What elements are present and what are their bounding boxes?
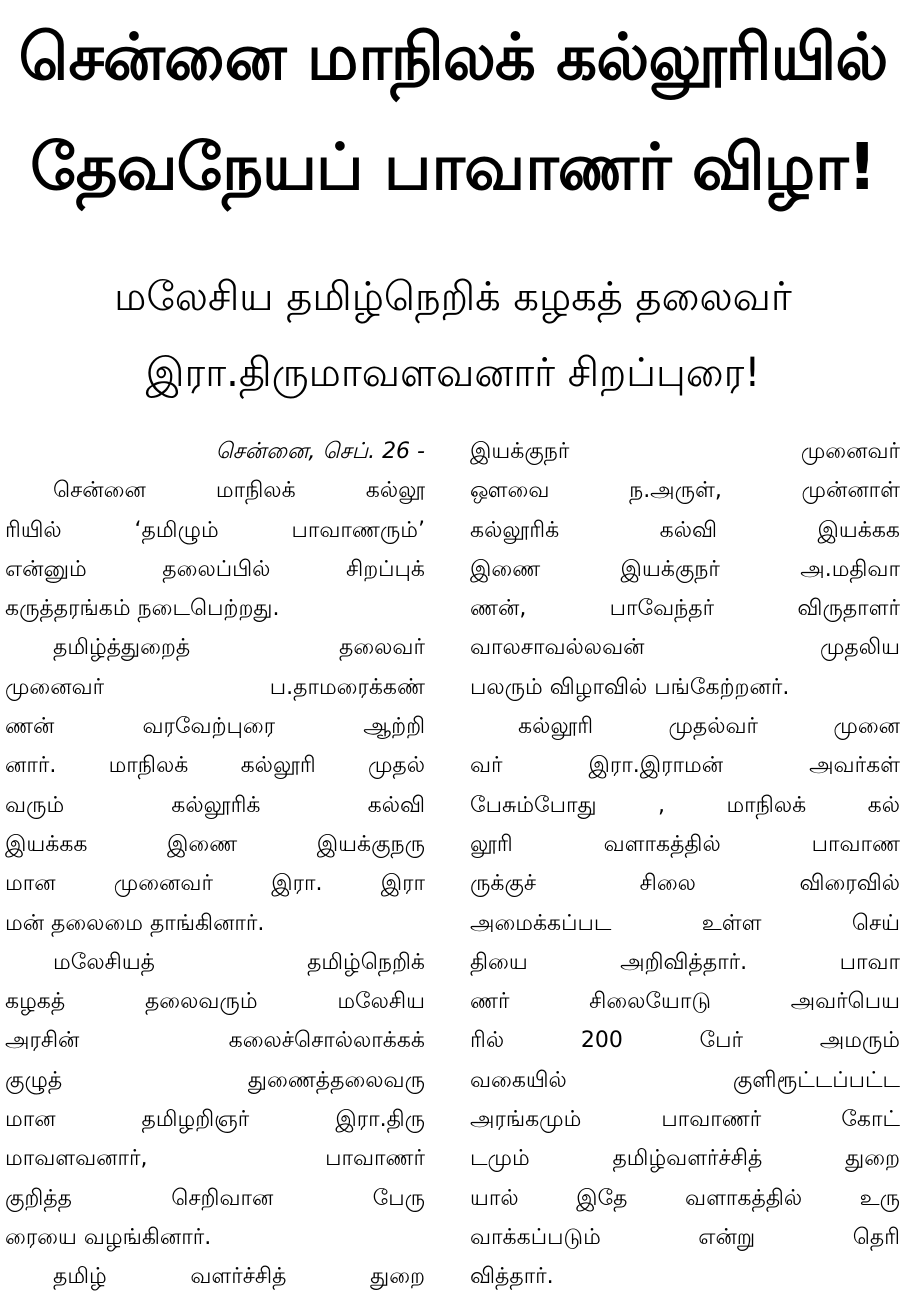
article-line: கல்லூரி முதல்வர் முனை	[518, 714, 900, 740]
article-line: இயக்குநர் முனைவர்	[470, 439, 900, 464]
article-line: மான தமிழறிஞர் இரா.திரு	[5, 1107, 425, 1133]
article-line: டமும் தமிழ்வளர்ச்சித் துறை	[470, 1146, 900, 1172]
article-line: ரில் 200 பேர் அமரும்	[470, 1028, 900, 1054]
article-line: குழுத் துணைத்தலைவரு	[5, 1067, 425, 1093]
article-column-left	[5, 432, 425, 1297]
subheadline-line-2: இரா.திருமாவளவனார் சிறப்புரை!	[145, 350, 761, 396]
article-line: வாக்கப்படும் என்று தெரி	[470, 1224, 900, 1250]
article-line: என்னும் தலைப்பில் சிறப்புக்	[5, 556, 425, 582]
article-line: ருக்குச் சிலை விரைவில்	[470, 871, 900, 897]
article-line: ணன் வரவேற்புரை ஆற்றி	[5, 714, 425, 740]
article-line: ணர் சிலையோடு அவர்பெய	[470, 989, 900, 1015]
article-line: வர் இரா.இராமன் அவர்கள்	[470, 753, 900, 779]
article-line: வாலசாவல்லவன் முதலிய	[470, 635, 900, 661]
headline-line-2: தேவநேயப் பாவாணர் விழா!	[30, 131, 876, 205]
article-line: ரையை வழங்கினார்.	[5, 1224, 212, 1250]
headline-line-1: சென்னை மாநிலக் கல்லூரியில்	[18, 21, 888, 95]
article-line: தியை அறிவித்தார். பாவா	[470, 949, 900, 975]
article-line: ஔவை ந.அருள், முன்னாள்	[470, 478, 900, 504]
article-line: அமைக்கப்பட உள்ள செய்	[470, 910, 900, 936]
article-line: யால் இதே வளாகத்தில் உரு	[470, 1185, 900, 1211]
article-line: அரசின் கலைச்சொல்லாக்கக்	[5, 1028, 425, 1054]
article-line: சென்னை, செப். 26 -	[215, 439, 425, 464]
article-line: முனைவர் ப.தாமரைக்கண்	[5, 674, 425, 700]
article-line: தமிழ்த்துறைத் தலைவர்	[53, 635, 425, 661]
article-line: கல்லூரிக் கல்வி இயக்கக	[470, 517, 900, 543]
article-line: பலரும் விழாவில் பங்கேற்றனர்.	[470, 674, 790, 700]
article-line: மாவளவனார், பாவாணர்	[5, 1146, 425, 1172]
article-line: மலேசியத் தமிழ்நெறிக்	[53, 949, 425, 975]
article-line: வித்தார்.	[470, 1264, 554, 1290]
article-line: இயக்கக இணை இயக்குநரு	[5, 831, 425, 857]
article-line: மன் தலைமை தாங்கினார்.	[5, 910, 265, 936]
subheadline-line-1: மலேசிய தமிழ்நெறிக் கழகத் தலைவர்	[114, 274, 792, 320]
article-line: ரியில் ‘தமிழும் பாவாணரும்’	[5, 517, 425, 543]
article-column-right	[470, 432, 900, 1297]
article-line: பேசும்போது , மாநிலக் கல்	[470, 792, 900, 818]
article-line: இணை இயக்குநர் அ.மதிவா	[470, 556, 900, 582]
article-line: சென்னை மாநிலக் கல்லூ	[53, 478, 425, 504]
article-line: லூரி வளாகத்தில் பாவாண	[470, 831, 900, 857]
article-line: மான முனைவர் இரா. இரா	[5, 871, 425, 897]
article-line: அரங்கமும் பாவாணர் கோட்	[470, 1107, 900, 1133]
article-line: தமிழ் வளர்ச்சித் துறை	[53, 1264, 425, 1290]
article-line: வகையில் குளிரூட்டப்பட்ட	[470, 1067, 900, 1093]
article-line: கழகத் தலைவரும் மலேசிய	[5, 989, 425, 1015]
article-line: குறித்த செறிவான பேரு	[5, 1185, 425, 1211]
article-line: னார். மாநிலக் கல்லூரி முதல்	[5, 753, 425, 779]
article-line: வரும் கல்லூரிக் கல்வி	[5, 792, 425, 818]
article-line: ணன், பாவேந்தர் விருதாளர்	[470, 596, 900, 622]
article-line: கருத்தரங்கம் நடைபெற்றது.	[5, 596, 280, 622]
